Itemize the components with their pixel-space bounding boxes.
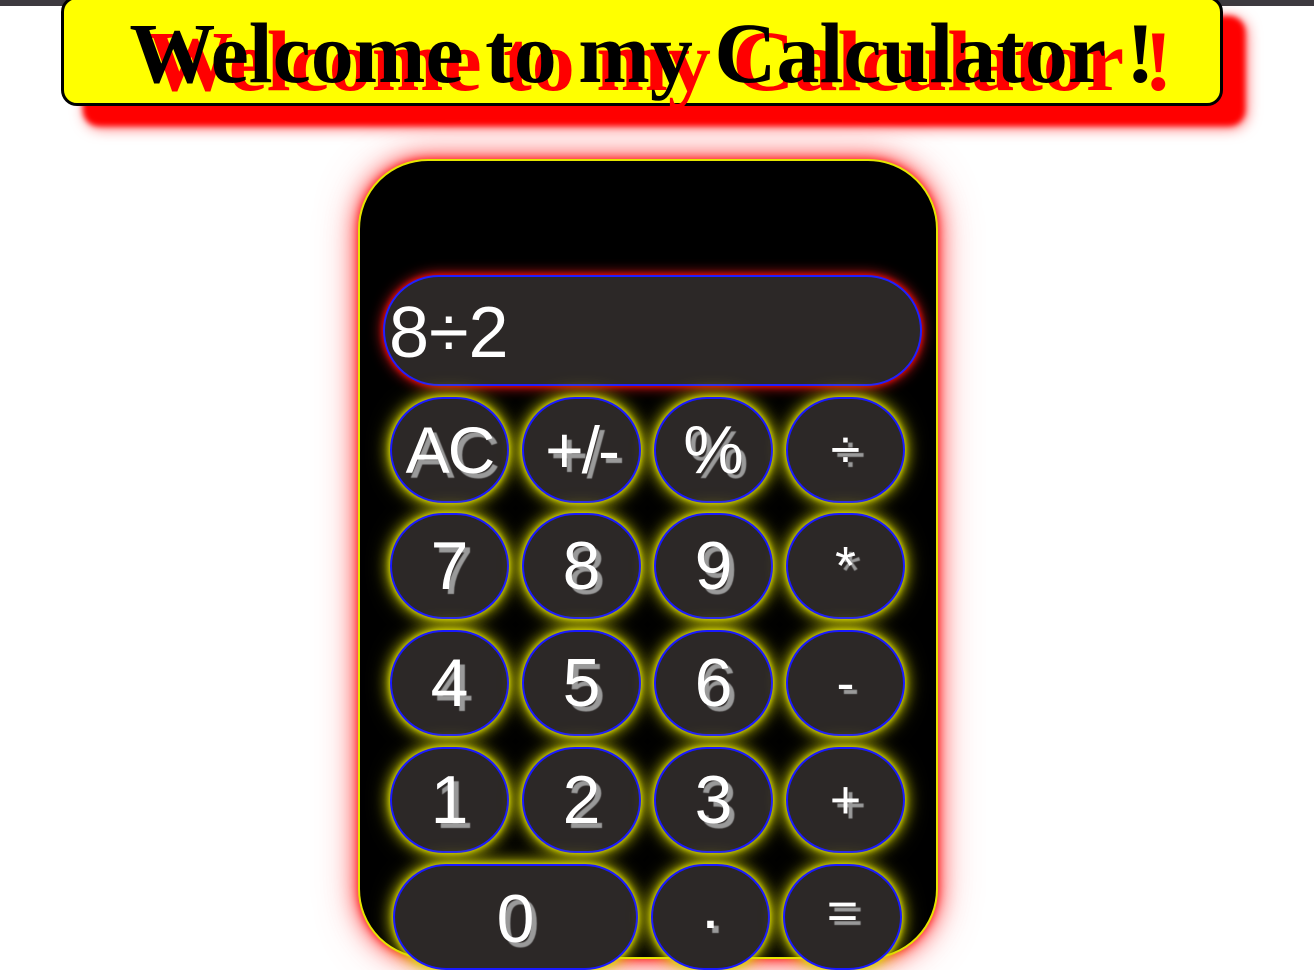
zero-button[interactable]: 0 bbox=[393, 864, 638, 970]
equals-button[interactable]: = bbox=[783, 864, 902, 970]
seven-button[interactable]: 7 bbox=[390, 513, 509, 619]
divide-button[interactable]: ÷ bbox=[786, 397, 905, 503]
plus-button[interactable]: + bbox=[786, 747, 905, 853]
minus-button[interactable]: - bbox=[786, 630, 905, 736]
four-button[interactable]: 4 bbox=[390, 630, 509, 736]
calculator-display bbox=[383, 275, 922, 386]
eight-button[interactable]: 8 bbox=[522, 513, 641, 619]
five-button[interactable]: 5 bbox=[522, 630, 641, 736]
multiply-button[interactable]: * bbox=[786, 513, 905, 619]
one-button[interactable]: 1 bbox=[390, 747, 509, 853]
sign-toggle-button[interactable]: +/- bbox=[522, 397, 641, 503]
six-button[interactable]: 6 bbox=[654, 630, 773, 736]
page-title: Welcome to my Calculator ! bbox=[129, 5, 1155, 101]
title-banner bbox=[61, 0, 1223, 106]
decimal-button[interactable]: . bbox=[651, 864, 770, 970]
nine-button[interactable]: 9 bbox=[654, 513, 773, 619]
percent-button[interactable]: % bbox=[654, 397, 773, 503]
ac-button[interactable]: AC bbox=[390, 397, 509, 503]
three-button[interactable]: 3 bbox=[654, 747, 773, 853]
two-button[interactable]: 2 bbox=[522, 747, 641, 853]
display-value: 8÷2 bbox=[389, 292, 509, 373]
